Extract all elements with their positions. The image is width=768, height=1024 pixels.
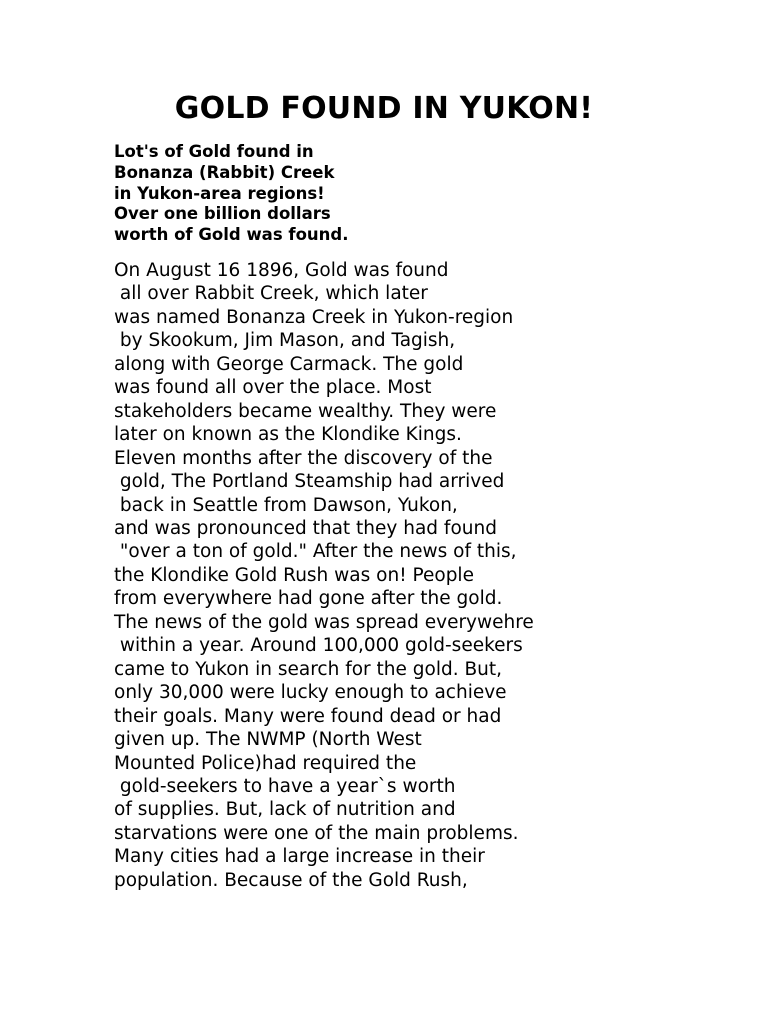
body-line: Mounted Police)had required the — [114, 752, 417, 774]
body-line: Many cities had a large increase in their — [114, 846, 485, 868]
summary-line: worth of Gold was found. — [114, 225, 349, 245]
body-line: "over a ton of gold." After the news of this, — [114, 541, 517, 563]
body-line: only 30,000 were lucky enough to achieve — [114, 682, 507, 704]
body-line: of supplies. But, lack of nutrition and — [114, 799, 456, 821]
body-line: starvations were one of the main problems. — [114, 822, 519, 844]
body-line: along with George Carmack. The gold — [114, 353, 464, 375]
body-line: gold, The Portland Steamship had arrived — [114, 471, 505, 493]
body-line: given up. The NWMP (North West — [114, 729, 422, 751]
document-title: GOLD FOUND IN YUKON! — [174, 91, 594, 126]
body-line: by Skookum, Jim Mason, and Tagish, — [114, 330, 456, 352]
summary-line: Over one billion dollars — [114, 204, 331, 224]
body-line: later on known as the Klondike Kings. — [114, 424, 462, 446]
body-line: gold-seekers to have a year`s worth — [114, 775, 456, 797]
body-line: back in Seattle from Dawson, Yukon, — [114, 494, 458, 516]
body-line: the Klondike Gold Rush was on! People — [114, 564, 474, 586]
body-text — [114, 259, 534, 892]
body-line: within a year. Around 100,000 gold-seekers — [114, 635, 523, 657]
body-line: population. Because of the Gold Rush, — [114, 869, 468, 891]
body-line: and was pronounced that they had found — [114, 517, 497, 539]
summary-line: in Yukon-area regions! — [114, 183, 325, 203]
summary-line: Lot's of Gold found in — [114, 142, 314, 161]
body-line: stakeholders became wealthy. They were — [114, 400, 497, 422]
body-line: came to Yukon in search for the gold. But, — [114, 658, 503, 680]
summary-line: Bonanza (Rabbit) Creek — [114, 162, 335, 182]
body-line: all over Rabbit Creek, which later — [114, 283, 428, 305]
body-line: On August 16 1896, Gold was found — [114, 260, 449, 281]
body-line: from everywhere had gone after the gold. — [114, 588, 503, 610]
body-line: The news of the gold was spread everywehre — [114, 611, 534, 633]
body-line: was named Bonanza Creek in Yukon-region — [114, 306, 514, 328]
body-line: Eleven months after the discovery of the — [114, 447, 493, 469]
body-line: their goals. Many were found dead or had — [114, 705, 502, 727]
body-line: was found all over the place. Most — [114, 377, 432, 399]
summary-block — [114, 142, 348, 246]
